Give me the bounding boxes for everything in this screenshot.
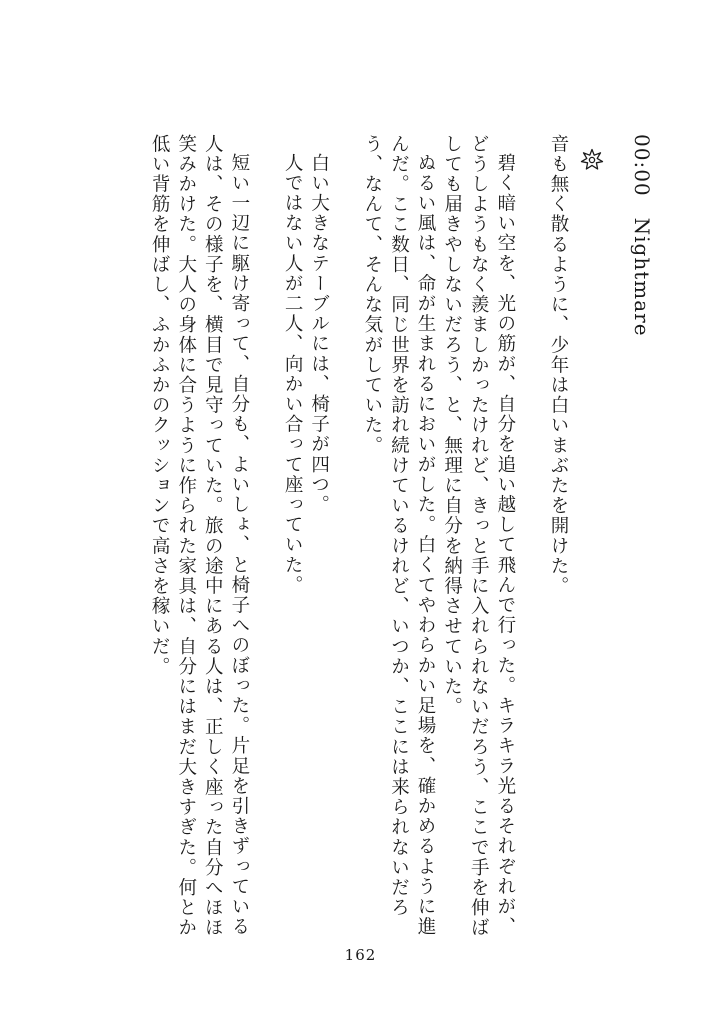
chapter-title: 00:00 Nightmare bbox=[630, 134, 654, 337]
paragraph: 短い一辺に駆け寄って、自分も、よいしょ、と椅子へのぼった。片足を引きずっている人は、その様子を、横目で見守っていた。旅の途中にある人は、正しく座った自分へほほ笑みかけた。大人の身体に合うように作られた家具は、自分にはまだ大きすぎた。何とか低い背筋を伸ばし、ふかふかのクッションで高さを稼いだ。 bbox=[149, 134, 250, 938]
paragraph: 音も無く散るように、少年は白いまぶたを開けた。 bbox=[548, 134, 569, 597]
star-burst-icon bbox=[580, 148, 604, 172]
paragraph: 碧く暗い空を、光の筋が、自分を追い越して飛んで行った。キラキラ光るそれぞれが、どうしようもなく羨ましかったけれど、きっと手に入れられないだろう、ここで手を伸ばしても届きやしないだろう、と、無理に自分を納得させていた。 bbox=[441, 134, 516, 938]
page-number: 162 bbox=[344, 946, 377, 964]
paragraph: ぬるい風は、命が生まれるにおいがした。白くてやわらかい足場を、確かめるように進んだ。ここ数日、同じ世界を訪れ続けているけれど、いつか、ここには来られないだろう、なんて、そんな気がしていた。 bbox=[361, 134, 437, 937]
paragraph: 白い大きなテーブルには、椅子が四つ。 bbox=[308, 152, 330, 515]
paragraph: 人ではない人が二人、向かい合って座っていた。 bbox=[282, 152, 304, 595]
body-text bbox=[146, 134, 572, 954]
